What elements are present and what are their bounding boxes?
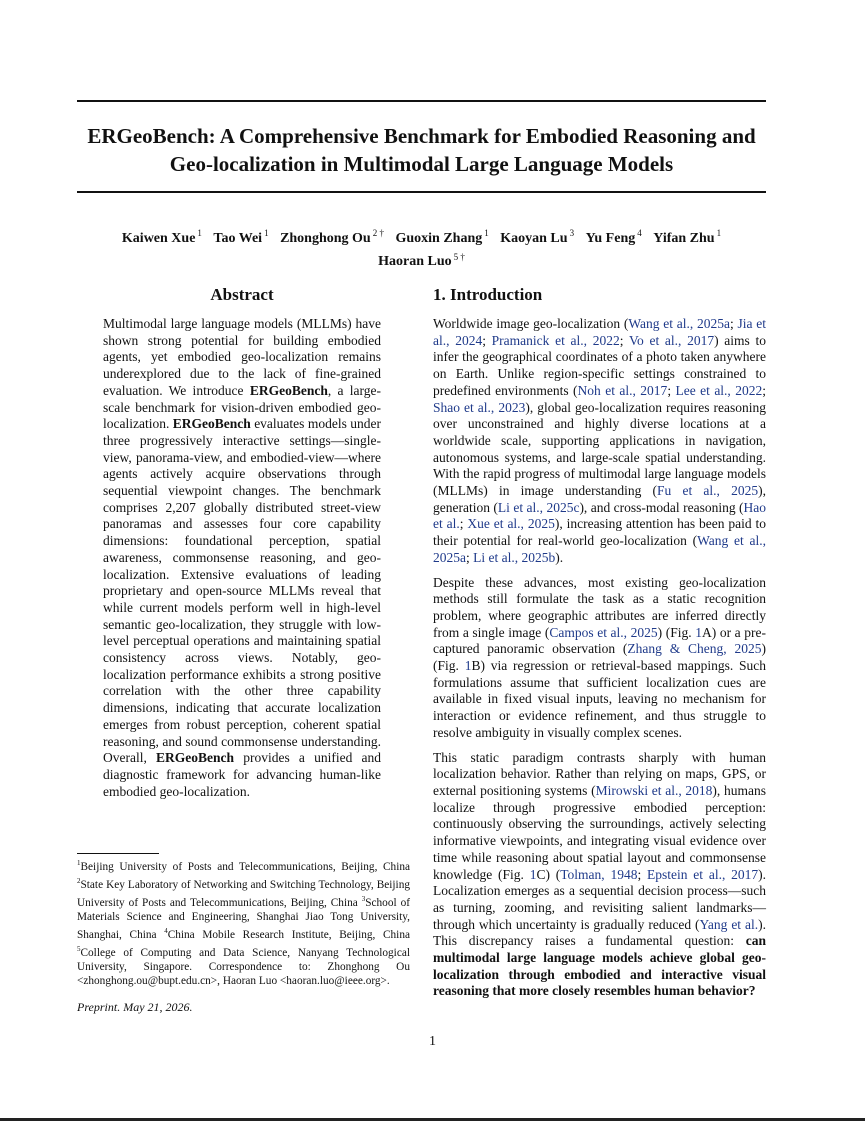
citation-link[interactable]: Xue et al., 2025 xyxy=(467,516,555,532)
citation-link[interactable]: Yang et al. xyxy=(699,916,759,932)
author-list xyxy=(77,224,766,271)
title-bottom-rule xyxy=(77,191,766,193)
benchmark-name: ERGeoBench xyxy=(249,382,328,398)
paper-title: ERGeoBench: A Comprehensive Benchmark for Embodied Reasoning and Geo-localization in Multimodal Large Language Models xyxy=(87,124,756,176)
intro-paragraph-1: Worldwide image geo-localization (Wang et al., 2025a; Jia et al., 2024; Pramanick et al., 2022; Vo et al., 2017) aims to infer the geographical coordinates of a photo taken anywhere on Earth. Unlike region-specific settings constrained to predefined environments (Noh et al., 2017; Lee et al., 2022; Shao et al., 2023), global geo-localization requires reasoning over unconstrained and highly diverse locations at a worldwide scale, supporting applications in navigation, autonomous systems, and large-scale spatial understanding. With the rapid progress of multimodal large language models (MLLMs) in image understanding (Fu et al., 2025), generation (Li et al., 2025c), and cross-modal reasoning (Hao et al.; Xue et al., 2025), increasing attention has been paid to their potential for real-world geo-localization (Wang et al., 2025a; Li et al., 2025b). xyxy=(433,316,766,565)
citation-link[interactable]: Tolman, 1948 xyxy=(560,866,638,882)
citation-link[interactable]: Jia et al., 2024 xyxy=(433,316,766,348)
citation-link[interactable]: Shao et al., 2023 xyxy=(433,399,526,415)
author-name: Tao Wei $^1$ xyxy=(213,228,269,246)
abstract-heading: Abstract xyxy=(210,285,274,304)
intro-paragraph-3: This static paradigm contrasts sharply with human localization behavior. Rather than relying on maps, GPS, or external positioning systems (Mirowski et al., 2018), humans localize through progressive embodied perception: continuously observing the surroundings, actively selecting informative viewpoints, and integrating visual evidence over time while reasoning about spatial layout and commonsense knowledge (Fig. 1C) (Tolman, 1948; Epstein et al., 2017). Localization emerges as a sequential decision process—such as turning, zooming, and revisiting salient landmarks—through which uncertainty is gradually reduced (Yang et al.). This discrepancy raises a fundamental question: can multimodal large language models achieve global geo-localization through embodied and interactive visual reasoning that more closely resembles human behavior? xyxy=(433,749,766,999)
citation-link[interactable]: Campos et al., 2025 xyxy=(549,624,658,640)
citation-link[interactable]: Epstein et al., 2017 xyxy=(647,866,759,882)
citation-link[interactable]: Pramanick et al., 2022 xyxy=(491,332,620,348)
citation-link[interactable]: Hao et al. xyxy=(433,499,766,532)
citation-link[interactable]: Mirowski et al., 2018 xyxy=(595,782,713,798)
author-name: Kaiwen Xue $^1$ xyxy=(121,228,202,246)
title-top-rule xyxy=(77,100,766,102)
citation-link[interactable]: Wang et al., 2025a xyxy=(628,316,730,331)
citation-link[interactable]: Vo et al., 2017 xyxy=(628,332,715,348)
left-column xyxy=(103,284,381,808)
intro-paragraph-2: Despite these advances, most existing geo-localization methods still formulate the task as a static recognition problem, where geographic attributes are inferred directly from a single image (Campos et al., 2025) (Fig. 1A) or a pre-captured panoramic observation (Zhang & Cheng, 2025) (Fig. 1B) via regression or retrieval-based mappings. Such formulations assume that sufficient localization cues are available in fixed visual inputs, leaving no mechanism for interaction or evidence refinement, and thus struggle to resolve ambiguity in visually complex scenes. xyxy=(433,574,767,740)
citation-link[interactable]: Wang et al., 2025a xyxy=(433,533,766,565)
author-name: Zhonghong Ou $^{2 \dagger}$ xyxy=(280,228,384,246)
affiliation-footnote: $^1$Beijing University of Posts and Telecommunications, Beijing, China $^2$State Key Laboratory of Networking and Switching Technology, Beijing University of Posts and Telecommunications, Beijing, China $^3$School of Materials Science and Engineering, Shanghai Jiao Tong University, Shanghai, China $^4$China Mobile Research Institute, Beijing, China $^5$College of Computing and Data Science, Nanyang Technological University, Singapore. Correspondence to: Zhonghong Ou <zhonghong.ou@bupt.edu.cn>, Haoran Luo <haoran.luo@ieee.org>. xyxy=(77,859,410,988)
author-name: Haoran Luo $^{5 \dagger}$ xyxy=(378,251,465,270)
abstract-text: Multimodal large language models (MLLMs) have shown strong potential for building embodied agents, yet embodied geo-localization remains underexplored due to the lack of fine-grained evaluation. We introduce ERGeoBench, a large-scale benchmark for vision-driven embodied geo-localization. ERGeoBench evaluates models under three progressively interactive settings—single-view, panorama-view, and embodied-view—where agents actively acquire observations through sequential viewpoint changes. The benchmark comprises 2,207 globally distributed street-view panoramas and assesses four core capability dimensions: foundational perception, spatial awareness, commonsense reasoning, and geo-localization. Extensive evaluations of leading proprietary and open-source MLLMs reveal that while current models perform well in high-level semantic geo-localization, they struggle with low-level perceptual operations and maintaining spatial consistency across views. Notably, geo-localization performance exhibits a strong positive correlation with the other three capability dimensions, indicating that accurate localization emerges from robust perception, coherent spatial reasoning, and sound commonsense understanding. Overall, ERGeoBench provides a unified and diagnostic framework for advancing human-like embodied geo-localization. xyxy=(103,316,382,799)
footnote-rule xyxy=(77,853,159,854)
citation-link[interactable]: 1 xyxy=(695,624,702,640)
author-name: Guoxin Zhang $^1$ xyxy=(395,228,489,246)
citation-link[interactable]: Zhang & Cheng, 2025 xyxy=(627,641,762,657)
right-column xyxy=(433,284,766,1008)
benchmark-name: ERGeoBench xyxy=(156,750,235,766)
citation-link[interactable]: Noh et al., 2017 xyxy=(577,382,668,398)
citation-link[interactable]: Lee et al., 2022 xyxy=(675,382,763,398)
citation-link[interactable]: 1 xyxy=(529,866,537,882)
author-name: Kaoyan Lu $^3$ xyxy=(500,228,575,246)
page-number: 1 xyxy=(429,1034,436,1049)
benchmark-name: ERGeoBench xyxy=(172,416,251,432)
introduction-heading: 1. Introduction xyxy=(433,285,543,304)
citation-link[interactable]: Li et al., 2025b xyxy=(473,549,556,565)
author-name: Yifan Zhu $^1$ xyxy=(653,228,722,246)
citation-link[interactable]: Fu et al., 2025 xyxy=(657,483,759,499)
author-name: Yu Feng $^4$ xyxy=(585,228,642,246)
citation-link[interactable]: 1 xyxy=(464,658,472,674)
preprint-notice: Preprint. May 21, 2026. xyxy=(77,1000,193,1014)
citation-link[interactable]: Li et al., 2025c xyxy=(497,499,580,515)
